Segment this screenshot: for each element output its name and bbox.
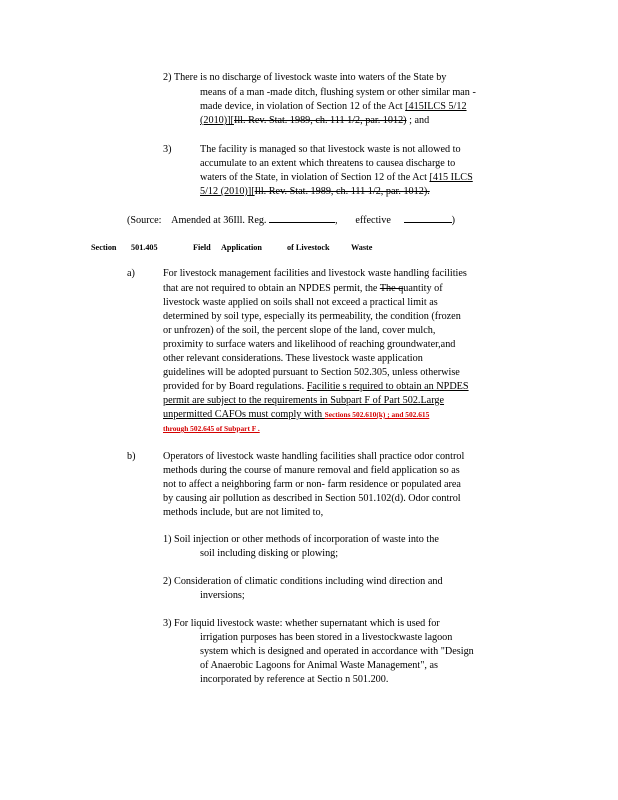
item-3-line-3 [200,172,473,184]
para-a-text-end: uantity of [403,283,443,294]
para-a-deleted-text: The q [379,283,404,294]
subitem-3-line-5: incorporated by reference at Sectio n 501.200. [200,674,389,685]
subitem-2-line-1: 2) Consideration of climatic conditions including wind direction and [163,576,443,587]
item-3-inserted-citation-end: 5/12 (2010)][ [200,186,255,197]
item-3-line-4 [200,186,430,198]
para-a-inserted-text: Facilitie s required to obtain an NPDES [306,381,469,392]
item-2-line-3 [200,101,467,113]
section-title-field: Field [193,243,211,252]
para-a-line-1: For livestock management facilities and livestock waste handling facilities [163,268,467,279]
para-a-text: provided for by Board regulations. [163,381,307,392]
item-2-text: made device, in violation of Section 12 of the Act [200,101,406,112]
item-3-line-2: accumulate to an extent which threatens to causea discharge to [200,158,456,169]
source-amended: Amended at 36Ill. Reg. [171,215,267,226]
para-a-line-8: guidelines will be adopted pursuant to Section 502.305, unless otherwise [163,367,460,378]
subitem-1-line-1: 1) Soil injection or other methods of incorporation of waste into the [163,534,439,545]
item-2-inserted-citation-end: (2010)][ [200,115,234,126]
section-title-livestock: of Livestock [287,243,330,252]
para-b-marker: b) [127,451,136,462]
para-a-line-7: other relevant considerations. These livestock waste application [163,353,423,364]
source-effective: effective [355,215,391,226]
section-title-application: Application [221,243,262,252]
item-3-line-1: The facility is managed so that livestock waste is not allowed to [200,144,461,155]
para-a-line-11 [163,409,429,421]
subitem-3-line-3: system which is designed and operated in accordance with "Design [200,646,474,657]
para-a-line-2 [163,283,443,295]
source-label: (Source: [127,215,162,226]
subitem-2-line-2: inversions; [200,590,245,601]
section-number: 501.405 [131,243,158,252]
para-a-line-4: determined by soil type, especially its permeability, the condition (frozen [163,311,461,322]
item-2-line-end: ; and [406,115,430,126]
item-2-line-1: 2) There is no discharge of livestock waste into waters of the State by [163,72,447,83]
source-note [127,213,455,227]
para-a-red-citation: Sections 502.610(k) ; and 502.615 [324,410,430,419]
item-3-text: waters of the State, in violation of Section 12 of the Act [200,172,430,183]
para-a-line-5: or unfrozen) of the soil, the percent slope of the land, cover mulch, [163,325,436,336]
section-label: Section [91,243,117,252]
para-b-line-3: not to affect a neighboring farm or non- farm residence or populated area [163,479,461,490]
para-b-line-2: methods during the course of manure removal and field application so as [163,465,460,476]
para-b-line-1: Operators of livestock waste handling facilities shall practice odor control [163,451,465,462]
subitem-3-line-2: irrigation purposes has been stored in a livestockwaste lagoon [200,632,453,643]
para-a-line-10: permit are subject to the requirements in Subpart F of Part 502.Large [163,395,445,406]
source-comma: , [335,215,338,226]
source-close: ) [451,215,455,226]
para-a-text: that are not required to obtain an NPDES permit, the [163,283,380,294]
item-3-inserted-citation: [415 ILCS [429,172,473,183]
item-2-line-2: means of a man -made ditch, flushing system or other similar man - [200,87,476,98]
para-a-line-12 [163,423,260,435]
para-b-line-4: by causing air pollution as described in Section 501.102(d). Odor control [163,493,461,504]
subitem-1-line-2: soil including disking or plowing; [200,548,339,559]
item-2-inserted-citation: [415ILCS 5/12 [405,101,467,112]
subitem-3-line-1: 3) For liquid livestock waste: whether supernatant which is used for [163,618,440,629]
item-2-line-4 [200,115,429,127]
para-a-red-citation: through 502.645 of Subpart F . [163,424,260,433]
para-a-marker: a) [127,268,135,279]
item-2-deleted-citation: Ill. Rev. Stat. 1989, ch. 111 1/2, par. 1012) [233,115,407,126]
subitem-3-line-4: of Anaerobic Lagoons for Animal Waste Management", as [200,660,438,671]
register-blank [269,213,335,223]
para-a-line-9 [163,381,469,393]
para-a-inserted-text: unpermitted CAFOs must comply with [163,409,325,420]
item-3-deleted-citation: Ill. Rev. Stat. 1989, ch. 111 1/2, par. 1012). [254,186,430,197]
para-a-line-3: livestock waste applied on soils shall not exceed a practical limit as [163,297,438,308]
para-b-line-5: methods include, but are not limited to, [163,507,324,518]
para-a-line-6: proximity to surface waters and likelihood of reaching groundwater,and [163,339,456,350]
item-3-number: 3) [163,144,172,155]
section-title-waste: Waste [351,243,373,252]
effective-date-blank [404,213,452,223]
